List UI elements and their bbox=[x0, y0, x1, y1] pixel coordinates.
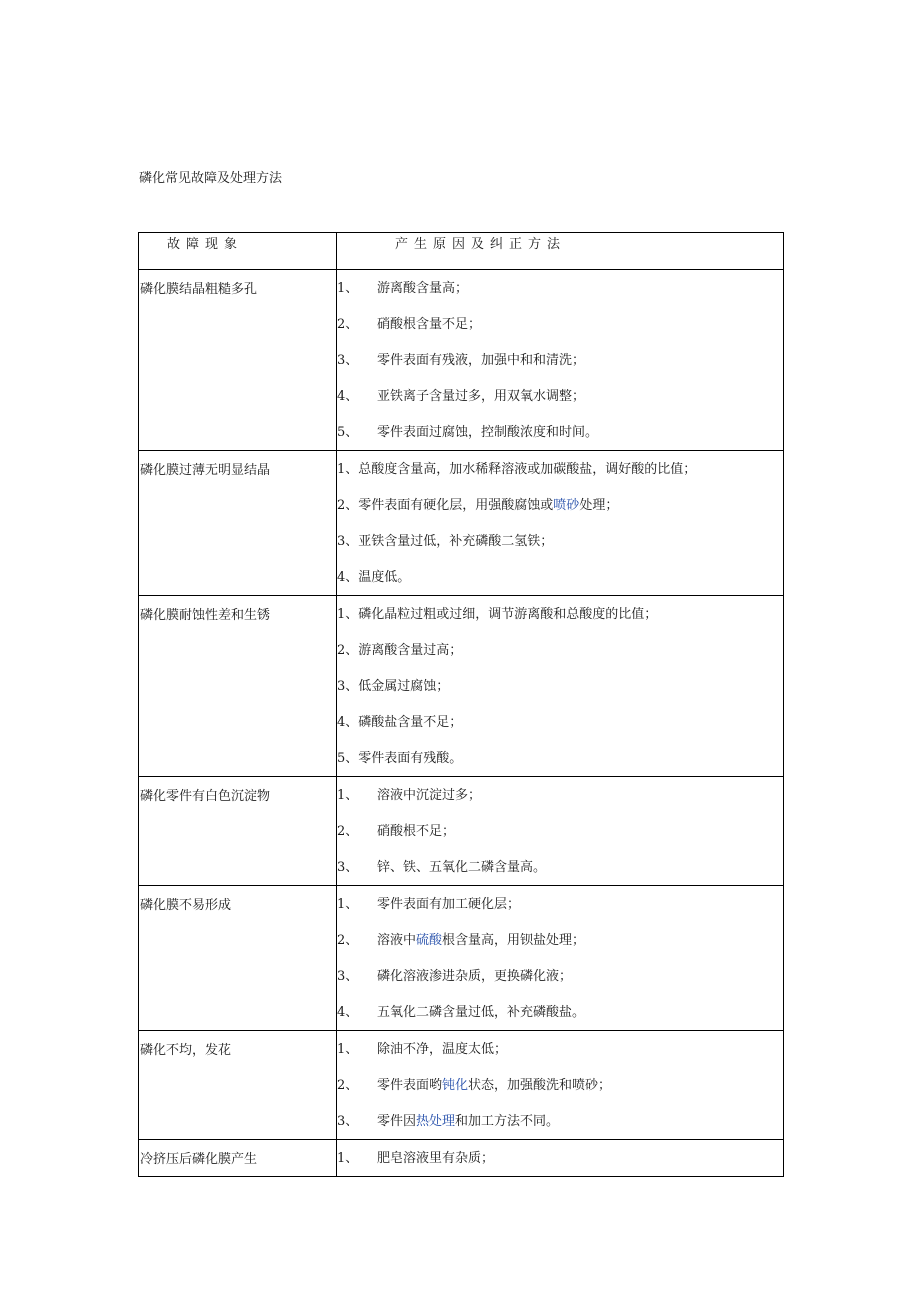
cause-item-text: 零件表面有加工硬化层； bbox=[377, 897, 521, 912]
cause-item bbox=[337, 342, 783, 378]
cause-item bbox=[337, 1140, 783, 1176]
cause-item-number: 3、 bbox=[337, 679, 359, 694]
cause-item-text: 溶液中沉淀过多； bbox=[377, 788, 482, 803]
cause-item bbox=[337, 451, 783, 487]
cause-item-number: 3、 bbox=[337, 969, 359, 984]
cause-item bbox=[337, 523, 783, 559]
table-row bbox=[139, 1140, 784, 1177]
table-body bbox=[139, 270, 784, 1177]
cause-item-text: 和加工方法不同。 bbox=[455, 1114, 560, 1129]
cause-item bbox=[337, 306, 783, 342]
cause-item-text: 磷化溶液渗进杂质，更换磷化液； bbox=[377, 969, 573, 984]
fault-phenomenon: 磷化零件有白色沉淀物 bbox=[139, 777, 337, 886]
cause-item-text: 零件因 bbox=[377, 1114, 417, 1129]
cause-item-text: 硝酸根不足； bbox=[377, 824, 456, 839]
cause-cell bbox=[337, 270, 784, 451]
cause-item-text: 亚铁含量过低，补充磷酸二氢铁； bbox=[358, 534, 554, 549]
cause-item-text: 肥皂溶液里有杂质； bbox=[377, 1151, 495, 1166]
cause-item bbox=[337, 994, 783, 1030]
fault-table bbox=[138, 232, 784, 1177]
cause-item-number: 5、 bbox=[337, 751, 359, 766]
table-row bbox=[139, 1031, 784, 1140]
table-row bbox=[139, 451, 784, 596]
table-row bbox=[139, 596, 784, 777]
document-title: 磷化常见故障及处理方法 bbox=[139, 171, 283, 186]
table-header-row bbox=[139, 233, 784, 270]
term-link[interactable]: 硫酸 bbox=[416, 933, 443, 948]
cause-item bbox=[337, 886, 783, 922]
cause-item bbox=[337, 596, 783, 632]
cause-item-number: 1、 bbox=[337, 788, 359, 803]
cause-item-text: 溶液中 bbox=[377, 933, 417, 948]
header-cause: 产生原因及纠正方法 bbox=[337, 233, 784, 270]
cause-item-number: 4、 bbox=[337, 570, 359, 585]
cause-item bbox=[337, 922, 783, 958]
cause-item bbox=[337, 1103, 783, 1139]
cause-cell bbox=[337, 777, 784, 886]
cause-item-number: 2、 bbox=[337, 933, 359, 948]
table-row bbox=[139, 270, 784, 451]
cause-cell bbox=[337, 1140, 784, 1177]
cause-item-number: 4、 bbox=[337, 1005, 359, 1020]
cause-item-text: 游离酸含量高； bbox=[377, 281, 469, 296]
cause-cell bbox=[337, 451, 784, 596]
cause-item-number: 2、 bbox=[337, 498, 359, 513]
cause-item-text: 游离酸含量过高； bbox=[358, 643, 463, 658]
cause-item bbox=[337, 813, 783, 849]
fault-phenomenon: 磷化不均，发花 bbox=[139, 1031, 337, 1140]
cause-item bbox=[337, 632, 783, 668]
cause-item-text: 温度低。 bbox=[358, 570, 411, 585]
cause-item-number: 2、 bbox=[337, 1078, 359, 1093]
cause-item-number: 3、 bbox=[337, 353, 359, 368]
cause-item-number: 4、 bbox=[337, 715, 359, 730]
cause-item-text: 低金属过腐蚀； bbox=[358, 679, 450, 694]
table-row bbox=[139, 886, 784, 1031]
cause-item bbox=[337, 777, 783, 813]
cause-item-text: 根含量高，用钡盐处理； bbox=[442, 933, 586, 948]
header-fault: 故障现象 bbox=[139, 233, 337, 270]
cause-item-number: 1、 bbox=[337, 462, 359, 477]
cause-item-text: 五氧化二磷含量过低，补充磷酸盐。 bbox=[377, 1005, 586, 1020]
cause-cell bbox=[337, 886, 784, 1031]
fault-phenomenon: 磷化膜结晶粗糙多孔 bbox=[139, 270, 337, 451]
cause-item bbox=[337, 668, 783, 704]
cause-item-number: 3、 bbox=[337, 1114, 359, 1129]
cause-item-text: 亚铁离子含量过多，用双氧水调整； bbox=[377, 389, 586, 404]
cause-item bbox=[337, 378, 783, 414]
cause-item-number: 1、 bbox=[337, 607, 359, 622]
cause-item bbox=[337, 559, 783, 595]
cause-item-number: 5、 bbox=[337, 425, 359, 440]
cause-item bbox=[337, 414, 783, 450]
cause-item-text: 零件表面有残酸。 bbox=[358, 751, 463, 766]
table-row bbox=[139, 777, 784, 886]
cause-item bbox=[337, 1067, 783, 1103]
cause-item-text: 硝酸根含量不足； bbox=[377, 317, 482, 332]
cause-item-number: 1、 bbox=[337, 1151, 359, 1166]
cause-item-text: 锌、铁、五氧化二磷含量高。 bbox=[377, 860, 547, 875]
cause-item-number: 1、 bbox=[337, 281, 359, 296]
cause-item-text: 零件表面有硬化层，用强酸腐蚀或 bbox=[358, 498, 554, 513]
cause-item-number: 1、 bbox=[337, 1042, 359, 1057]
cause-item bbox=[337, 1031, 783, 1067]
cause-item bbox=[337, 487, 783, 523]
cause-cell bbox=[337, 596, 784, 777]
cause-item-text: 零件表面过腐蚀，控制酸浓度和时间。 bbox=[377, 425, 599, 440]
cause-item-number: 2、 bbox=[337, 643, 359, 658]
cause-item-text: 零件表面哟 bbox=[377, 1078, 443, 1093]
term-link[interactable]: 热处理 bbox=[416, 1114, 456, 1129]
fault-phenomenon: 磷化膜耐蚀性差和生锈 bbox=[139, 596, 337, 777]
cause-item-text: 磷化晶粒过粗或过细，调节游离酸和总酸度的比值； bbox=[358, 607, 658, 622]
term-link[interactable]: 钝化 bbox=[442, 1078, 469, 1093]
fault-phenomenon: 磷化膜不易形成 bbox=[139, 886, 337, 1031]
cause-item bbox=[337, 704, 783, 740]
cause-item bbox=[337, 849, 783, 885]
cause-item-text: 处理； bbox=[579, 498, 619, 513]
cause-item-number: 4、 bbox=[337, 389, 359, 404]
cause-item-text: 除油不净，温度太低； bbox=[377, 1042, 508, 1057]
fault-phenomenon: 冷挤压后磷化膜产生 bbox=[139, 1140, 337, 1177]
cause-item bbox=[337, 270, 783, 306]
cause-item-number: 2、 bbox=[337, 317, 359, 332]
cause-cell bbox=[337, 1031, 784, 1140]
cause-item-text: 总酸度含量高，加水稀释溶液或加碳酸盐，调好酸的比值； bbox=[358, 462, 697, 477]
term-link[interactable]: 喷砂 bbox=[553, 498, 580, 513]
cause-item-text: 磷酸盐含量不足； bbox=[358, 715, 463, 730]
cause-item bbox=[337, 740, 783, 776]
cause-item-text: 零件表面有残液，加强中和和清洗； bbox=[377, 353, 586, 368]
cause-item bbox=[337, 958, 783, 994]
cause-item-number: 3、 bbox=[337, 534, 359, 549]
fault-phenomenon: 磷化膜过薄无明显结晶 bbox=[139, 451, 337, 596]
cause-item-text: 状态，加强酸洗和喷砂； bbox=[468, 1078, 612, 1093]
cause-item-number: 1、 bbox=[337, 897, 359, 912]
cause-item-number: 3、 bbox=[337, 860, 359, 875]
cause-item-number: 2、 bbox=[337, 824, 359, 839]
